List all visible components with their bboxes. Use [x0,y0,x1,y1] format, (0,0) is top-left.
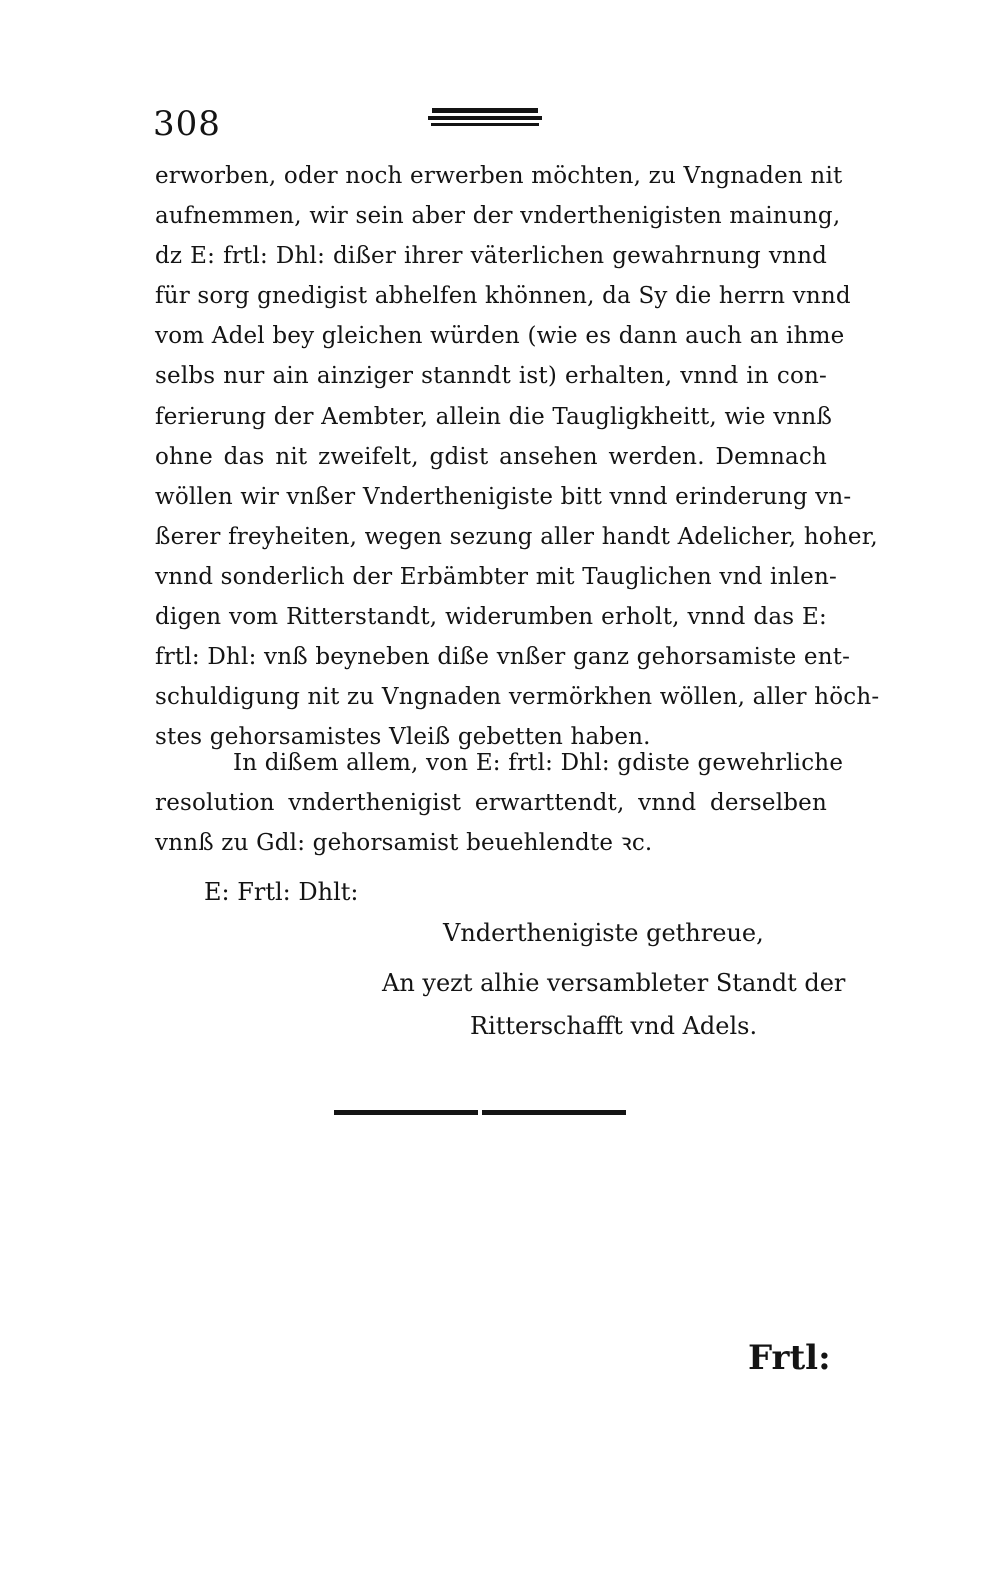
closing-line: Ritterschafft vnd Adels. [470,1012,758,1040]
catchword: Frtl: [748,1338,831,1378]
text-line: erworben, oder noch erwerben möchten, zu Vngnaden nit [155,163,843,189]
text-line: ohne das nit zweifelt, gdist ansehen werden. Demnach [155,443,827,470]
header-ornament-rule [428,108,542,128]
paragraph-1 [155,156,880,757]
text-line: selbs nur ain ainziger stanndt ist) erhalten, vnnd in con- [155,363,827,390]
header-rule-bar [428,116,542,120]
text-line: vom Adel bey gleichen würden (wie es dann auch an ihme [155,323,845,350]
text-line: frtl: Dhl: vnß beyneben diße vnßer ganz gehorsamiste ent- [155,644,851,671]
text-line: resolution vnderthenigist erwarttendt, vnnd derselben [155,790,827,817]
text-line: schuldigung nit zu Vngnaden vermörkhen wöllen, aller höch- [155,684,880,711]
text-line: wöllen wir vnßer Vnderthenigiste bitt vnnd erinderung vn- [155,483,852,510]
end-rule-segment [482,1110,626,1115]
text-line: ßerer freyheiten, wegen sezung aller handt Adelicher, hoher, [155,523,878,550]
paragraph-2 [155,743,844,863]
header-rule-bar [431,123,539,126]
text-line: für sorg gnedigist abhelfen khönnen, da Sy die herrn vnnd [155,283,851,310]
text-line: digen vom Ritterstandt, widerumben erholt, vnnd das E: [155,604,827,631]
text-line: aufnemmen, wir sein aber der vnderthenigisten mainung, [155,203,841,230]
end-rule [334,1110,626,1116]
text-line: dz E: frtl: Dhl: dißer ihrer väterlichen gewahrnung vnnd [155,243,827,270]
text-line: stes gehorsamistes Vleiß gebetten haben. [155,724,651,751]
text-line: In dißem allem, von E: frtl: Dhl: gdiste gewehrliche [233,750,844,776]
closing-line: An yezt alhie versambleter Standt der [382,969,846,997]
header-rule-bar [432,108,538,113]
page-number: 308 [153,104,221,144]
text-line: ferierung der Aembter, allein die Taugligkheitt, wie vnnß [155,403,833,430]
text-line: vnnß zu Gdl: gehorsamist beuehlendte ꝛc. [155,830,653,857]
salutation: E: Frtl: Dhlt: [204,878,359,906]
end-rule-segment [334,1110,478,1115]
text-line: vnnd sonderlich der Erbämbter mit Tauglichen vnd inlen- [155,563,837,590]
closing-line: Vnderthenigiste gethreue, [443,919,764,947]
